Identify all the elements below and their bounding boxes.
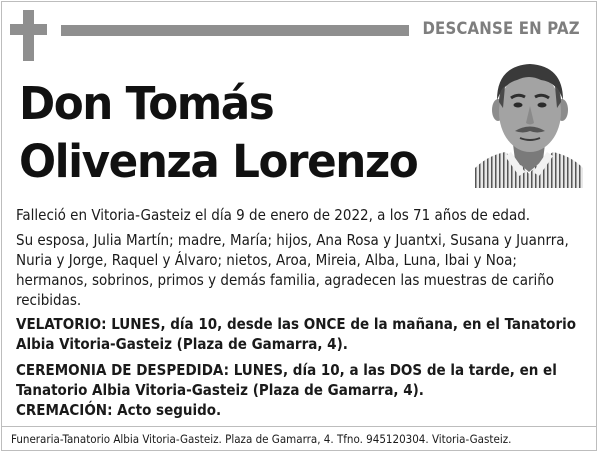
footer-divider bbox=[2, 426, 596, 427]
cross-icon-bar bbox=[10, 24, 47, 35]
wake-text: VELATORIO: LUNES, día 10, desde las ONCE de la mañana, en el Tanatorio Albia Vitoria-Gasteiz (Plaza de Gamarra, 4). bbox=[16, 315, 576, 353]
deceased-name-line-2: Olivenza Lorenzo bbox=[19, 135, 418, 188]
cross-icon bbox=[23, 10, 34, 61]
family-text: Su esposa, Julia Martín; madre, María; hijos, Ana Rosa y Juantxi, Susana y Juanrra, Nuria y Jorge, Raquel y Álvaro; nietos, Aroa, Mireia, Alba, Luna, Ibai y Noa; hermanos, sobrinos, primos y demás familia, agradecen las muestras de cariño recibidas. bbox=[16, 231, 569, 309]
cremation-text: CREMACIÓN: Acto seguido. bbox=[16, 401, 222, 419]
portrait-photo bbox=[475, 60, 583, 188]
deceased-name-line-1: Don Tomás bbox=[19, 77, 274, 130]
funeral-home-footer: Funeraria-Tanatorio Albia Vitoria-Gasteiz. Plaza de Gamarra, 4. Tfno. 945120304. Vitoria-Gasteiz. bbox=[11, 432, 512, 446]
header-rule bbox=[61, 25, 409, 36]
ceremony-text: CEREMONIA DE DESPEDIDA: LUNES, día 10, a las DOS de la tarde, en el Tanatorio Albia Vitoria-Gasteiz (Plaza de Gamarra, 4). bbox=[16, 361, 557, 399]
header-label: DESCANSE EN PAZ bbox=[422, 19, 580, 39]
death-notice-text: Falleció en Vitoria-Gasteiz el día 9 de enero de 2022, a los 71 años de edad. bbox=[16, 206, 531, 224]
